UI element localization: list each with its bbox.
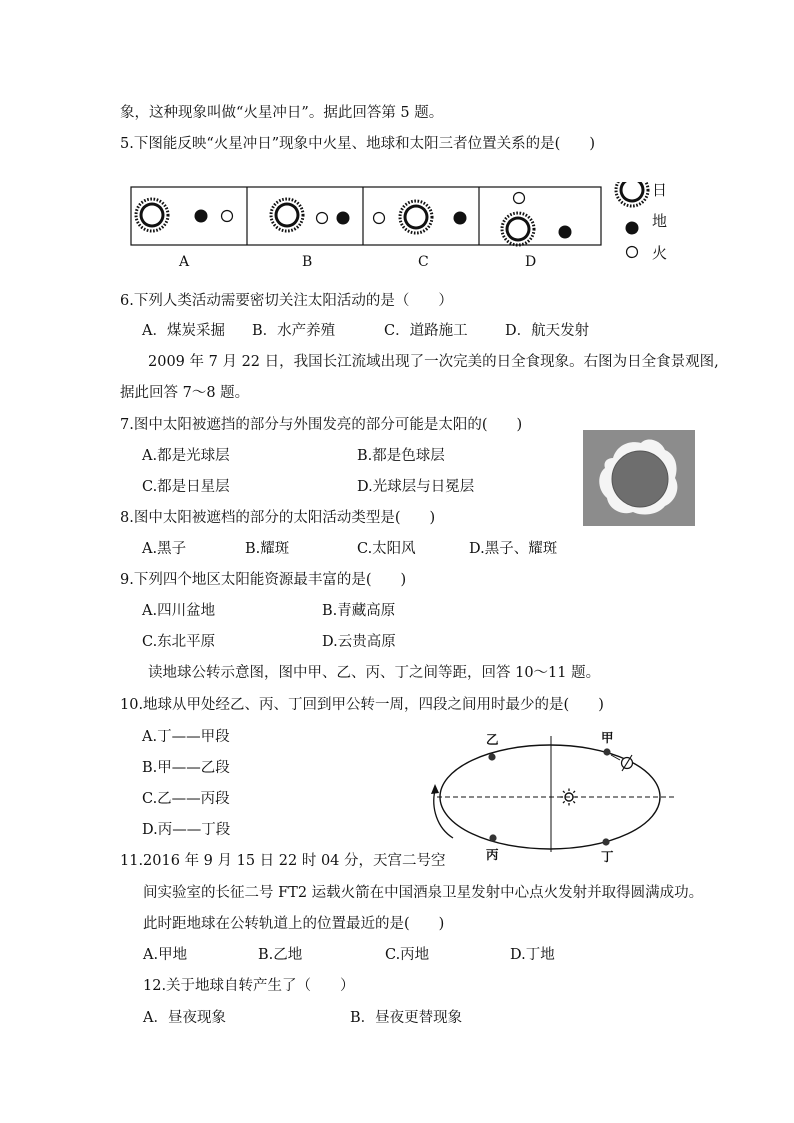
eclipse-passage-line1: 2009 年 7 月 22 日，我国长江流域出现了一次完美的日全食现象。右图为日全食景观图, [148,354,719,370]
q5-diagram [125,182,685,272]
earth-icon [454,212,467,225]
q9-option-a: A.四川盆地 [142,603,216,619]
sun-icon [502,213,534,245]
orbit-label-jia: 甲 [601,730,614,745]
q12-option-a: A．昼夜现象 [143,1010,226,1026]
q12-stem: 12.关于地球自转产生了（ ） [143,978,355,994]
q6-option-b: B．水产养殖 [252,323,336,339]
q9-option-d: D.云贵高原 [322,634,396,650]
q9-stem: 9.下列四个地区太阳能资源最丰富的是( ) [120,572,407,588]
legend-earth-label: 地 [652,212,668,230]
q7-option-d: D.光球层与日冕层 [357,479,475,495]
revolution-direction-arrow [434,790,453,838]
legend-mars-label: 火 [652,244,668,262]
q12-option-b: B．昼夜更替现象 [350,1010,463,1026]
legend-sun-icon [616,182,648,206]
mars-icon [317,213,328,224]
q11-option-a: A.甲地 [143,947,188,963]
q5-panel-label-b: B [302,254,313,270]
q5-panel-label-d: D [525,254,537,270]
legend-sun-label: 日 [652,181,668,199]
legend-earth-icon [626,222,639,235]
mars-icon [222,211,233,222]
q8-option-b: B.耀斑 [245,541,290,557]
sun-icon [400,201,432,233]
orbit-label-yi: 乙 [486,732,499,747]
q5-stem: 5.下图能反映“火星冲日”现象中火星、地球和太阳三者位置关系的是( ) [120,136,595,152]
q11-line3: 此时距地球在公转轨道上的位置最近的是( ) [143,916,445,932]
q7-option-b: B.都是色球层 [357,448,445,464]
intro-text: 象，这种现象叫做“火星冲日”。据此回答第 5 题。 [120,105,444,121]
q11-line2: 间实验室的长征二号 FT2 运载火箭在中国酒泉卫星发射中心点火发射并取得圆满成功。 [143,885,704,901]
q8-option-a: A.黑子 [142,541,187,557]
orbit-label-ding: 丁 [601,849,614,864]
q6-option-d: D．航天发射 [505,323,590,339]
q10-option-c: C.乙——丙段 [142,791,230,807]
earth-icon [559,226,572,239]
q11-line1: 11.2016 年 9 月 15 日 22 时 04 分，天宫二号空 [120,853,446,869]
orbit-point-ding [602,838,609,845]
sun-icon [271,199,303,231]
q7-option-c: C.都是日星层 [142,479,230,495]
q6-option-a: A．煤炭采掘 [142,323,225,339]
solar-eclipse-image [583,430,695,526]
q10-option-a: A.丁——甲段 [142,729,230,745]
mars-icon [374,213,385,224]
q11-option-c: C.丙地 [385,947,430,963]
q8-option-c: C.太阳风 [357,541,416,557]
orbit-point-yi [488,753,495,760]
q9-option-c: C.东北平原 [142,634,216,650]
q10-stem: 10.地球从甲处经乙、丙、丁回到甲公转一周，四段之间用时最少的是( ) [120,697,604,713]
q10-option-d: D.丙——丁段 [142,822,231,838]
q9-option-b: B.青藏高原 [322,603,396,619]
q11-option-d: D.丁地 [510,947,555,963]
q8-option-d: D.黑子、耀斑 [469,541,558,557]
orbit-point-bing [489,834,496,841]
eclipse-passage-line2: 据此回答 7～8 题。 [120,385,250,401]
q8-stem: 8.图中太阳被遮档的部分的太阳活动类型是( ) [120,510,436,526]
orbit-label-bing: 丙 [486,847,499,862]
legend-mars-icon [627,247,638,258]
q7-stem: 7.图中太阳被遮挡的部分与外围发亮的部分可能是太阳的( ) [120,417,523,433]
q6-stem: 6.下列人类活动需要密切关注太阳活动的是（ ） [120,293,453,309]
q5-panel-label-a: A [179,254,190,270]
earth-orbit-diagram [425,728,685,868]
q6-option-c: C．道路施工 [384,323,468,339]
earth-icon [195,210,208,223]
q7-option-a: A.都是光球层 [142,448,230,464]
orbit-point-jia [603,748,610,755]
sun-icon [136,199,168,231]
mars-icon [514,193,525,204]
orbit-passage: 读地球公转示意图，图中甲、乙、丙、丁之间等距，回答 10～11 题。 [148,665,601,681]
earth-icon [337,212,350,225]
q5-panel-label-c: C [418,254,429,270]
q10-option-b: B.甲——乙段 [142,760,230,776]
q11-option-b: B.乙地 [258,947,303,963]
